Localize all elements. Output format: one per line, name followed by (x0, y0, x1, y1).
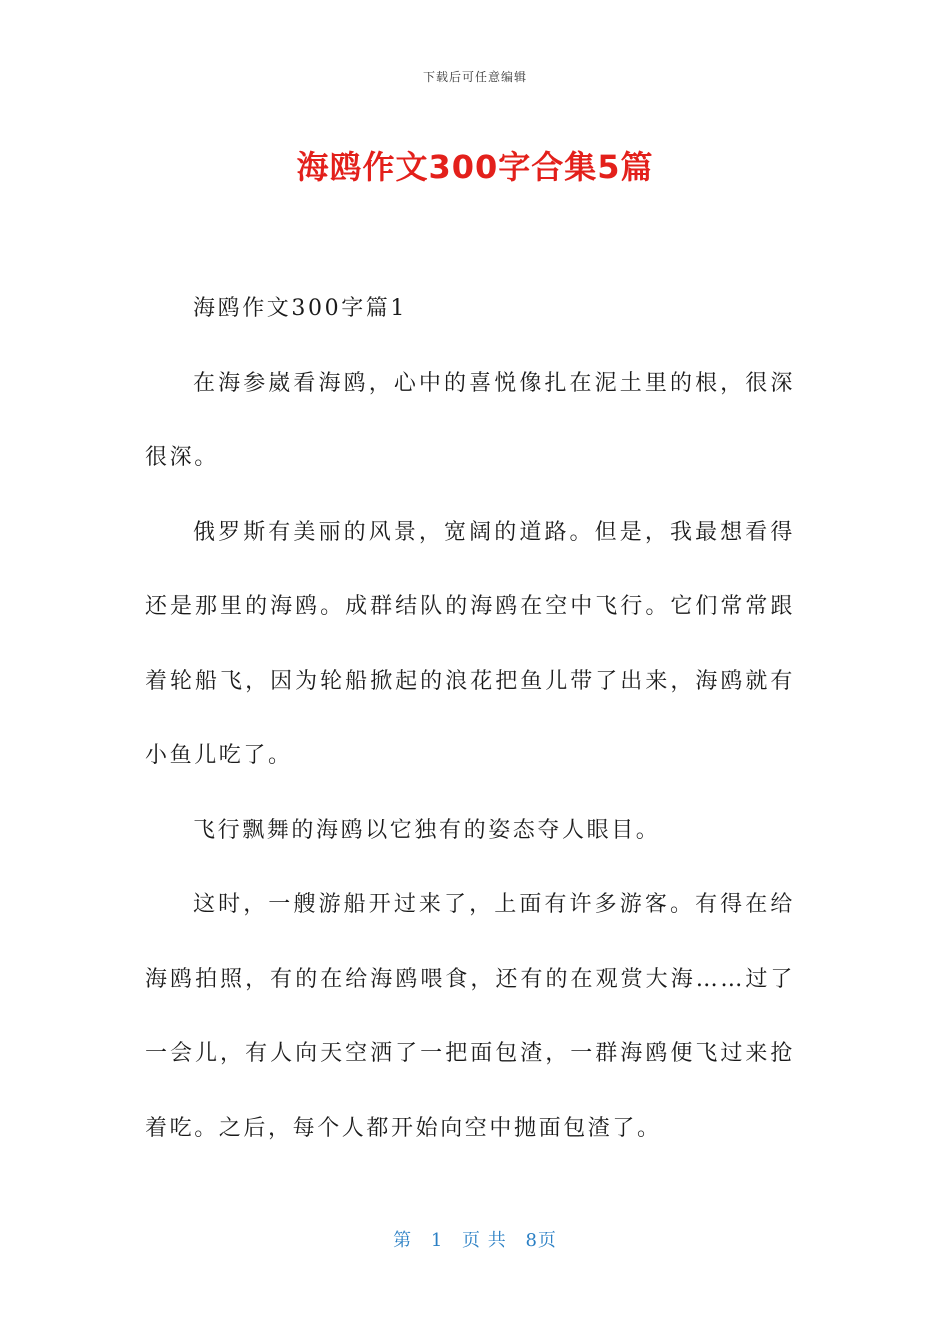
paragraph: 这时，一艘游船开过来了，上面有许多游客。有得在给海鸥拍照，有的在给海鸥喂食，还有的在观赏大海……过了一会儿，有人向天空洒了一把面包渣，一群海鸥便飞过来抢着吃。之后，每个人都开始向空中抛面包渣了。 (145, 892, 795, 1141)
section-heading: 海鸥作文300字篇1 (193, 296, 407, 321)
page-title: 海鸥作文300字合集5篇 (296, 148, 654, 186)
footer-middle: 页 共 (462, 1230, 507, 1251)
current-page-number: 1 (430, 1230, 444, 1251)
page-footer (0, 1226, 950, 1252)
document-body (145, 272, 795, 1166)
paragraph: 在海参崴看海鸥，心中的喜悦像扎在泥土里的根，很深很深。 (145, 370, 795, 470)
paragraph: 飞行飘舞的海鸥以它独有的姿态夺人眼目。 (193, 817, 661, 843)
header-note: 下载后可任意编辑 (422, 70, 527, 84)
footer-prefix: 第 (393, 1230, 413, 1251)
total-pages: 8页 (525, 1230, 557, 1251)
paragraph: 俄罗斯有美丽的风景，宽阔的道路。但是，我最想看得还是那里的海鸥。成群结队的海鸥在空中飞行。它们常常跟着轮船飞，因为轮船掀起的浪花把鱼儿带了出来，海鸥就有小鱼儿吃了。 (145, 519, 795, 768)
